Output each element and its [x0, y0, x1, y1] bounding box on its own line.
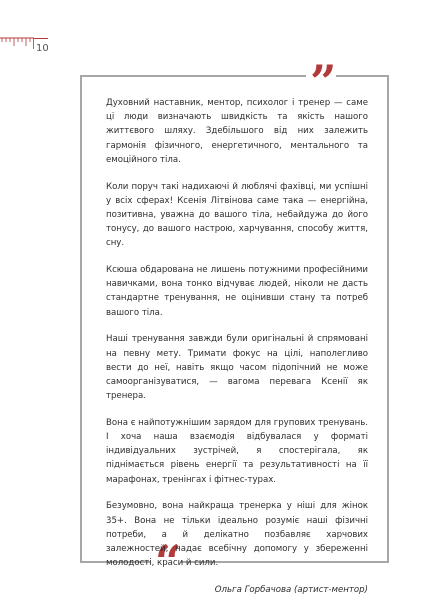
closing-quote-icon: ” — [306, 63, 336, 97]
paragraph: Духовний наставник, ментор, психолог і тренер — саме ці люди визначають швидкість та якість нашого життєвого шляху. Здебільшого від них залежить гармонія фізичного, енергетичного, ментального та емоційного тіла. — [106, 98, 368, 165]
paragraph: Вона є найпотужнішим зарядом для групових тренувань. І хоча наша взаємодія відбувалася у форматі індивідуальних зустрічей, я спостерігала, як піднімається рівень енергії та результативності на її марафонах, тренінгах і фітнес-турах. — [106, 417, 368, 485]
ruler-ornament — [0, 36, 34, 50]
testimonial-text — [106, 96, 368, 597]
page-number-rule — [34, 38, 48, 39]
paragraph: Наші тренування завжди були оригінальні й спрямовані на певну мету. Тримати фокус на цілі, наполегливо вести до неї, навіть якщо часом підопічний не може самоорганізуватися, — вагома перевага Ксенії як тренера. — [106, 334, 368, 402]
paragraph: Ксюша обдарована не лишень потужними професійними навичками, вона тонко відчуває людей, ніколи не дасть стандартне тренування, не оцінивши стану та потреб вашого тіла. — [106, 265, 368, 318]
opening-quote-icon: “ — [151, 541, 181, 577]
author-signature: Ольга Горбачова (артист-ментор) — [214, 584, 368, 595]
paragraph: Безумовно, вона найкраща тренерка у ніші для жінок 35+. Вона не тільки ідеально розуміє наші фізичні потреби, а й делікатно позбавляє харчових залежностей, надає всебічну допомогу у збереженні молодості, краси й сили. — [106, 501, 368, 569]
paragraph: Коли поруч такі надихаючі й люблячі фахівці, ми успішні у всіх сферах! Ксенія Літвінова саме така — енергійна, позитивна, уважна до вашого тіла, небайдужа до його тонусу, до вашого настрою, харчування, способу життя, сну. — [106, 181, 368, 249]
page-number: 10 — [36, 43, 49, 54]
